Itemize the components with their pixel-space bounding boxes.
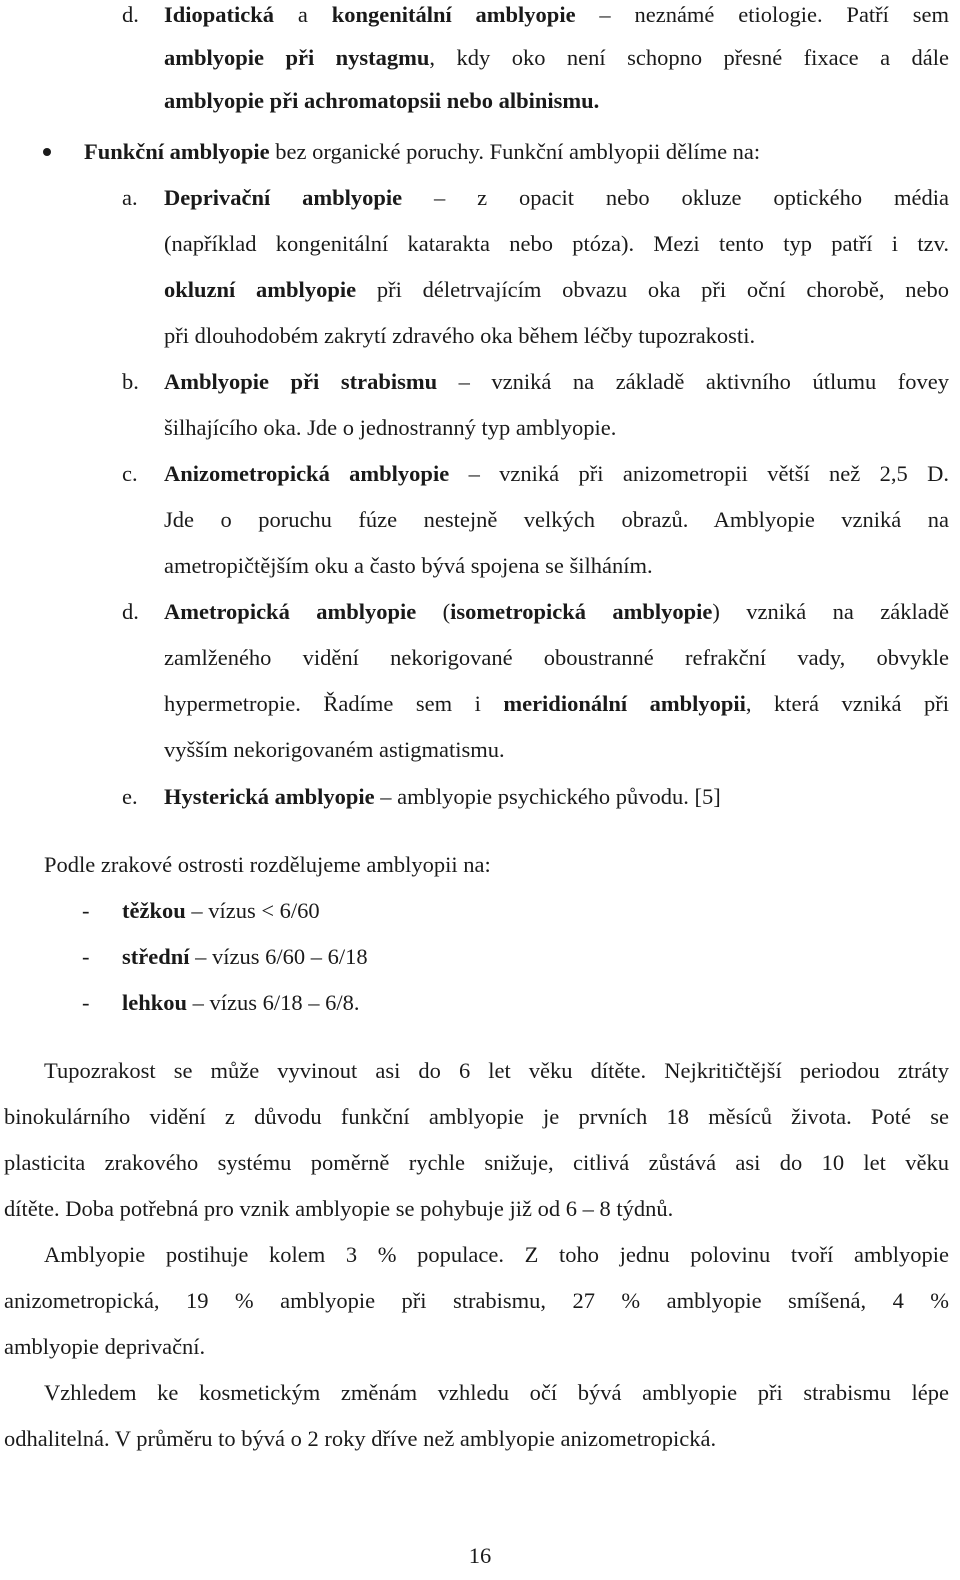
bold-term: Anizometropická amblyopie <box>164 461 450 486</box>
bold-term: amblyopie při nystagmu <box>164 45 430 70</box>
text-run: hypermetropie. Řadíme sem i <box>164 691 504 716</box>
list-item-line <box>164 0 949 30</box>
bold-term: Amblyopie při strabismu <box>164 369 438 394</box>
text-run: odhalitelná. V průměru to bývá o 2 roky dříve než amblyopie anizometropická. <box>4 1426 717 1451</box>
list-marker: c. <box>122 461 138 486</box>
text-run: vyšším nekorigovaném astigmatismu. <box>164 737 505 762</box>
bold-term: těžkou <box>122 898 186 923</box>
bold-term: Ametropická amblyopie <box>164 599 417 624</box>
list-item-line <box>164 229 949 259</box>
text-run: ) vzniká na základě <box>712 599 950 624</box>
bold-term: Idiopatická <box>164 2 275 27</box>
text-run: bez organické poruchy. Funkční amblyopii dělíme na: <box>269 139 761 164</box>
text-run: při dlouhodobém zakrytí zdravého oka během léčby tupozrakosti. <box>164 323 756 348</box>
list-marker: b. <box>122 369 139 394</box>
text-run: , kdy oko není schopno přesné fixace a dále <box>429 45 949 70</box>
list-item-line <box>164 597 949 627</box>
list-item-line <box>122 988 949 1018</box>
list-item-line <box>164 551 949 581</box>
bold-term: Funkční amblyopie <box>84 139 270 164</box>
list-item-line <box>164 413 949 443</box>
text-run: šilhajícího oka. Jde o jednostranný typ amblyopie. <box>164 415 617 440</box>
paragraph-line <box>4 1194 949 1224</box>
list-item-line <box>164 505 949 535</box>
text-run: amblyopie deprivační. <box>4 1334 206 1359</box>
text-run: a <box>274 2 332 27</box>
list-item-line <box>164 321 949 351</box>
list-marker: e. <box>122 784 138 809</box>
list-marker: - <box>82 944 90 969</box>
bold-term: Deprivační amblyopie <box>164 185 403 210</box>
acuity-intro <box>44 850 944 880</box>
paragraph-line <box>4 1102 949 1132</box>
text-run: – vzniká při anizometropii větší než 2,5 D. <box>449 461 949 486</box>
text-run: – amblyopie psychického původu. [5] <box>374 784 721 809</box>
list-item-line <box>122 942 949 972</box>
text-run: anizometropická, 19 % amblyopie při strabismu, 27 % amblyopie smíšená, 4 % <box>4 1288 949 1313</box>
paragraph-line <box>4 1332 949 1362</box>
text-run: zamlženého vidění nekorigované oboustranné refrakční vady, obvykle <box>164 645 949 670</box>
list-item-line <box>164 86 949 116</box>
list-item-line <box>164 689 949 719</box>
paragraph-line <box>44 1378 949 1408</box>
list-marker: a. <box>122 185 138 210</box>
list-item-line <box>164 782 949 812</box>
text-run: Tupozrakost se může vyvinout asi do 6 let věku dítěte. Nejkritičtější periodou ztráty <box>44 1058 949 1083</box>
list-marker: d. <box>122 599 139 624</box>
list-marker: d. <box>122 2 139 27</box>
text-run: – neznámé etiologie. Patří sem <box>575 2 949 27</box>
text-run: (například kongenitální katarakta nebo ptóza). Mezi tento typ patří i tzv. <box>164 231 949 256</box>
list-item-line <box>164 183 949 213</box>
list-marker: - <box>82 898 90 923</box>
bullet-dot-icon <box>43 148 51 156</box>
list-item-line <box>164 735 949 765</box>
text-run: – vzniká na základě aktivního útlumu fovey <box>437 369 949 394</box>
text-run: při déletrvajícím obvazu oka při oční chorobě, nebo <box>356 277 949 302</box>
text-run: – z opacit nebo okluze optického média <box>402 185 949 210</box>
paragraph-line <box>4 1148 949 1178</box>
bold-term: isometropická amblyopie <box>450 599 713 624</box>
bold-term: lehkou <box>122 990 188 1015</box>
list-item-line <box>164 459 949 489</box>
list-item-line <box>164 367 949 397</box>
page-number: 16 <box>468 1543 492 1568</box>
list-marker: - <box>82 990 90 1015</box>
text-run: Vzhledem ke kosmetickým změnám vzhledu očí bývá amblyopie při strabismu lépe <box>44 1380 949 1405</box>
list-item-line <box>164 43 949 73</box>
text-run: Amblyopie postihuje kolem 3 % populace. Z toho jednu polovinu tvoří amblyopie <box>44 1242 949 1267</box>
bold-term: Hysterická amblyopie <box>164 784 375 809</box>
text-run: – vízus 6/18 – 6/8. <box>187 990 360 1015</box>
paragraph-line <box>44 1056 949 1086</box>
list-item-line <box>122 896 949 926</box>
paragraph-line <box>44 1240 949 1270</box>
text-run: – vízus 6/60 – 6/18 <box>189 944 368 969</box>
text-run: – vízus < 6/60 <box>185 898 320 923</box>
text-run: plasticita zrakového systému poměrně rychle snižuje, citlivá zůstává asi do 10 let věku <box>4 1150 949 1175</box>
text-run: Podle zrakové ostrosti rozdělujeme amblyopii na: <box>44 852 491 877</box>
text-run: ametropičtějším oku a často bývá spojena se šilháním. <box>164 553 653 578</box>
paragraph-line <box>4 1424 949 1454</box>
paragraph-line <box>4 1286 949 1316</box>
list-item-line <box>164 643 949 673</box>
text-run: , která vzniká při <box>745 691 949 716</box>
bold-term: střední <box>122 944 190 969</box>
bold-term: amblyopie při achromatopsii nebo albinismu. <box>164 88 600 113</box>
bold-term: kongenitální amblyopie <box>331 2 576 27</box>
list-item-line <box>164 275 949 305</box>
text-run: Jde o poruchu fúze nestejně velkých obrazů. Amblyopie vzniká na <box>164 507 949 532</box>
bold-term: okluzní amblyopie <box>164 277 357 302</box>
text-run: dítěte. Doba potřebná pro vznik amblyopie se pohybuje již od 6 – 8 týdnů. <box>4 1196 674 1221</box>
bold-term: meridionální amblyopii <box>503 691 746 716</box>
text-run: ( <box>416 599 451 624</box>
text-run: binokulárního vidění z důvodu funkční amblyopie je prvních 18 měsíců života. Poté se <box>4 1104 949 1129</box>
bullet-line <box>84 137 954 167</box>
